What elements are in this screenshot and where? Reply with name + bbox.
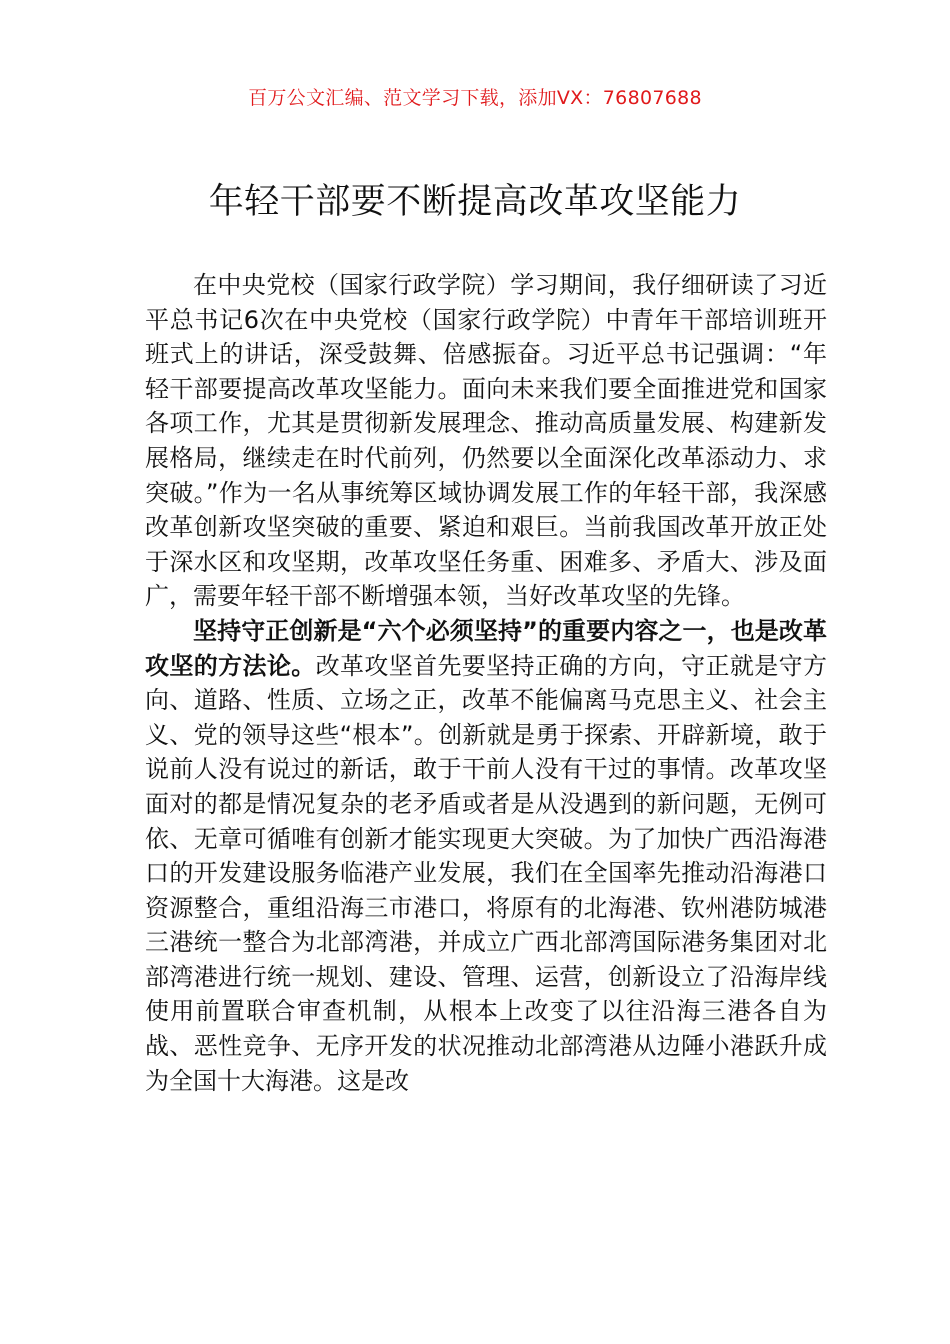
paragraph-2 xyxy=(145,614,827,1098)
header-promo-note: 百万公文汇编、范文学习下载，添加VX：76807688 xyxy=(248,87,702,109)
paragraph-1-text: 在中央党校（国家行政学院）学习期间，我仔细研读了习近平总书记6次在中央党校（国家行政学院）中青年干部培训班开班式上的讲话，深受鼓舞、倍感振奋。习近平总书记强调：“年轻干部要提高改革攻坚能力。面向未来我们要全面推进党和国家各项工作，尤其是贯彻新发展理念、推动高质量发展、构建新发展格局，继续走在时代前列，仍然要以全面深化改革添动力、求突破。”作为一名从事统筹区域协调发展工作的年轻干部，我深感改革创新攻坚突破的重要、紧迫和艰巨。当前我国改革开放正处于深水区和攻坚期，改革攻坚任务重、困难多、矛盾大、涉及面广，需要年轻干部不断增强本领，当好改革攻坚的先锋。 xyxy=(145,271,827,611)
document-title: 年轻干部要不断提高改革攻坚能力 xyxy=(208,182,742,222)
paragraph-2-text: 改革攻坚首先要坚持正确的方向，守正就是守方向、道路、性质、立场之正，改革不能偏离马克思主义、社会主义、党的领导这些“根本”。创新就是勇于探索、开辟新境，敢于说前人没有说过的新话，敢于干前人没有干过的事情。改革攻坚面对的都是情况复杂的老矛盾或者是从没遇到的新问题，无例可依、无章可循唯有创新才能实现更大突破。为了加快广西沿海港口的开发建设服务临港产业发展，我们在全国率先推动沿海港口资源整合，重组沿海三市港口，将原有的北海港、钦州港防城港三港统一整合为北部湾港，并成立广西北部湾国际港务集团对北部湾港进行统一规划、建设、管理、运营，创新设立了沿海岸线使用前置联合审查机制，从根本上改变了以往沿海三港各自为战、恶性竞争、无序开发的状况推动北部湾港从边陲小港跃升成为全国十大海港。这是改 xyxy=(145,651,827,1095)
document-body xyxy=(145,268,827,1098)
paragraph-2-lead: 坚持守正创新是“六个必须坚持”的重要内容之一，也是改革攻坚的方法论。 xyxy=(145,616,827,680)
paragraph-1 xyxy=(145,268,827,614)
